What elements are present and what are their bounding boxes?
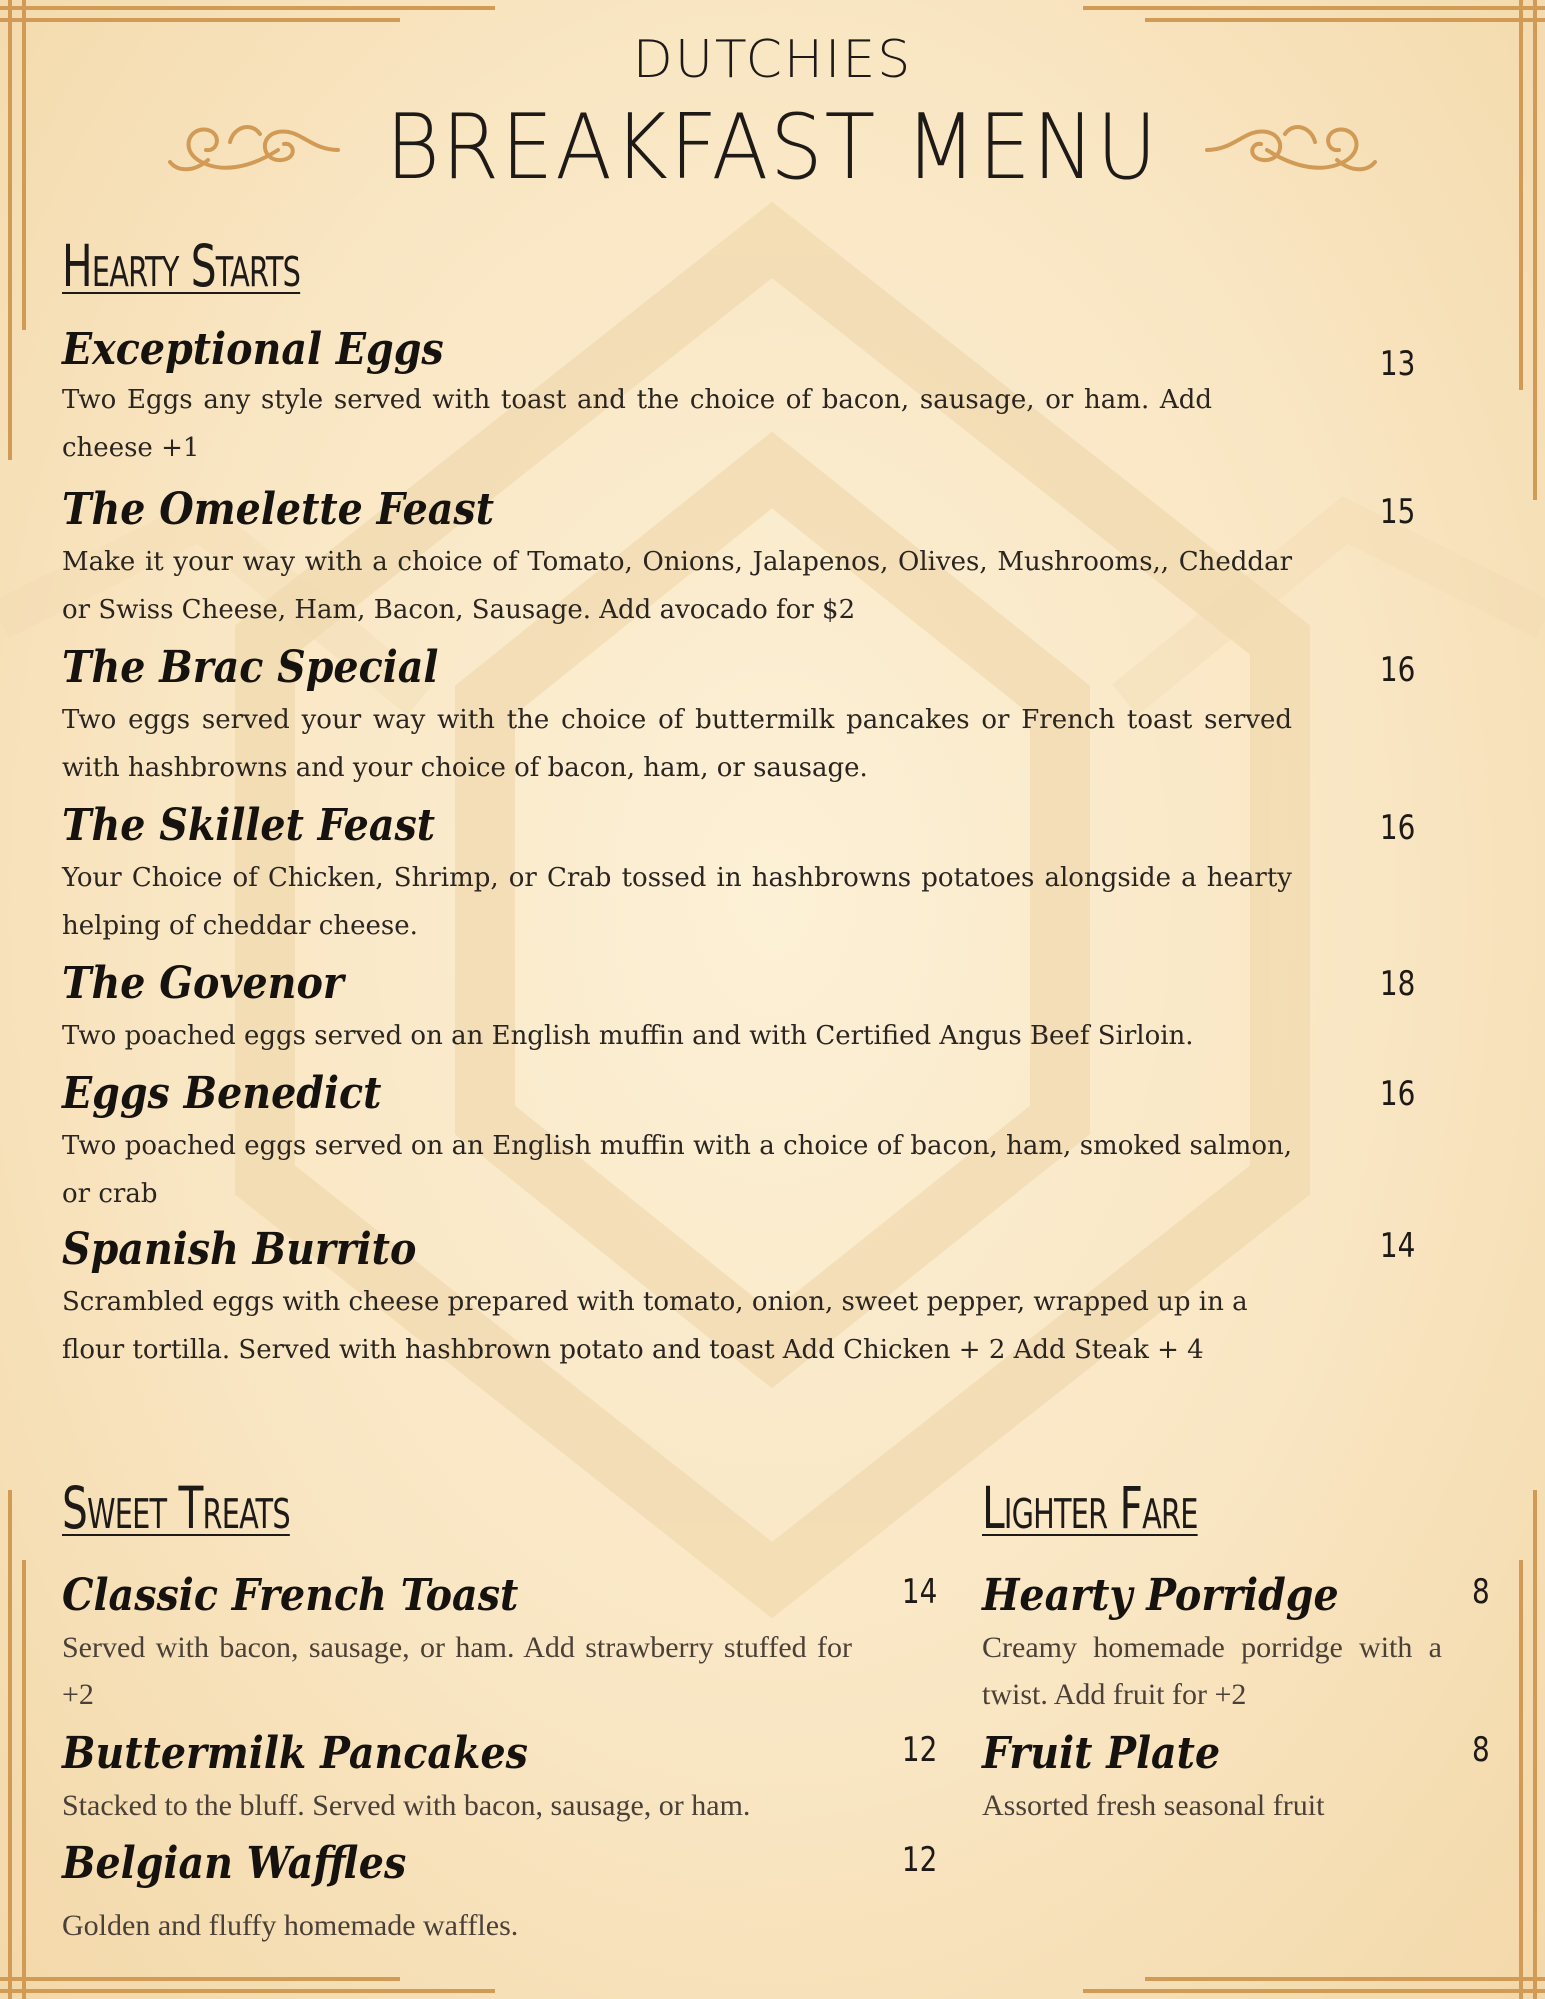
- item-description: Stacked to the bluff. Served with bacon, sausage, or ham.: [62, 1789, 751, 1822]
- menu-item: [62, 322, 1416, 472]
- item-price: 16: [1379, 650, 1416, 690]
- item-description: Creamy homemade porridge with a twist. Add fruit for +2: [982, 1631, 1442, 1711]
- item-price: 18: [1379, 964, 1416, 1004]
- item-price: 12: [901, 1730, 938, 1770]
- item-price: 13: [1379, 344, 1416, 384]
- item-description: Two eggs served your way with the choice of buttermilk pancakes or French toast served with hashbrowns and your choice of bacon, ham, or sausage.: [62, 705, 1292, 783]
- menu-item: [62, 482, 1416, 634]
- menu-item: [982, 1568, 1490, 1718]
- item-price: 12: [901, 1840, 938, 1880]
- item-price: 16: [1379, 1074, 1416, 1114]
- item-name: The Brac Special: [62, 642, 439, 693]
- item-name: The Govenor: [62, 958, 344, 1009]
- item-name: Buttermilk Pancakes: [62, 1728, 528, 1779]
- item-description: Golden and fluffy homemade waffles.: [62, 1909, 519, 1942]
- item-name: The Omelette Feast: [62, 484, 495, 535]
- item-description: Your Choice of Chicken, Shrimp, or Crab tossed in hashbrowns potatoes alongside a hearty helping of cheddar cheese.: [62, 863, 1292, 941]
- item-price: 16: [1379, 808, 1416, 848]
- menu-item: [62, 1568, 938, 1718]
- item-price: 14: [901, 1572, 938, 1612]
- menu-item: [982, 1726, 1490, 1829]
- item-description: Scrambled eggs with cheese prepared with tomato, onion, sweet pepper, wrapped up in a flour tortilla. Served with hashbrown potato and toast Add Chicken + 2 Add Steak + 4: [62, 1287, 1248, 1365]
- menu-item: [62, 798, 1416, 950]
- menu-item: [62, 1066, 1416, 1218]
- item-name: Fruit Plate: [982, 1728, 1221, 1779]
- item-description: Served with bacon, sausage, or ham. Add strawberry stuffed for +2: [62, 1631, 852, 1711]
- item-name: Eggs Benedict: [62, 1068, 382, 1119]
- restaurant-name: DUTCHIES: [632, 30, 913, 90]
- item-description: Two Eggs any style served with toast and the choice of bacon, sausage, or ham. Add cheese +1: [62, 385, 1212, 463]
- item-price: 8: [1471, 1572, 1490, 1612]
- item-name: Classic French Toast: [62, 1570, 519, 1621]
- item-description: Make it your way with a choice of Tomato, Onions, Jalapenos, Olives, Mushrooms,, Cheddar or Swiss Cheese, Ham, Bacon, Sausage. Add avocado for $2: [62, 547, 1292, 625]
- flourish-right-icon: [1205, 98, 1385, 198]
- item-description: Assorted fresh seasonal fruit: [982, 1789, 1325, 1822]
- item-price: 8: [1471, 1730, 1490, 1770]
- menu-item: [62, 640, 1416, 792]
- menu-item: [62, 1836, 938, 1949]
- item-name: Exceptional Eggs: [62, 324, 444, 375]
- flourish-left-icon: [160, 98, 340, 198]
- item-name: The Skillet Feast: [62, 800, 436, 851]
- item-name: Spanish Burrito: [62, 1224, 417, 1275]
- menu-item: [62, 1222, 1416, 1374]
- item-price: 15: [1379, 492, 1416, 532]
- section-heading-lighter-fare: Lighter Fare: [982, 1474, 1198, 1542]
- section-heading-sweet-treats: Sweet Treats: [62, 1474, 290, 1542]
- item-name: Belgian Waffles: [62, 1838, 407, 1889]
- menu-header: [0, 28, 1545, 204]
- item-price: 14: [1379, 1226, 1416, 1266]
- menu-item: [62, 1726, 938, 1829]
- menu-title: BREAKFAST MENU: [385, 95, 1160, 200]
- item-name: Hearty Porridge: [982, 1570, 1339, 1621]
- menu-title-row: [0, 92, 1545, 204]
- item-description: Two poached eggs served on an English muffin with a choice of bacon, ham, smoked salmon, or crab: [62, 1131, 1292, 1209]
- menu-item: [62, 956, 1416, 1060]
- item-description: Two poached eggs served on an English muffin and with Certified Angus Beef Sirloin.: [62, 1021, 1194, 1051]
- section-heading-hearty-starts: Hearty Starts: [62, 232, 301, 300]
